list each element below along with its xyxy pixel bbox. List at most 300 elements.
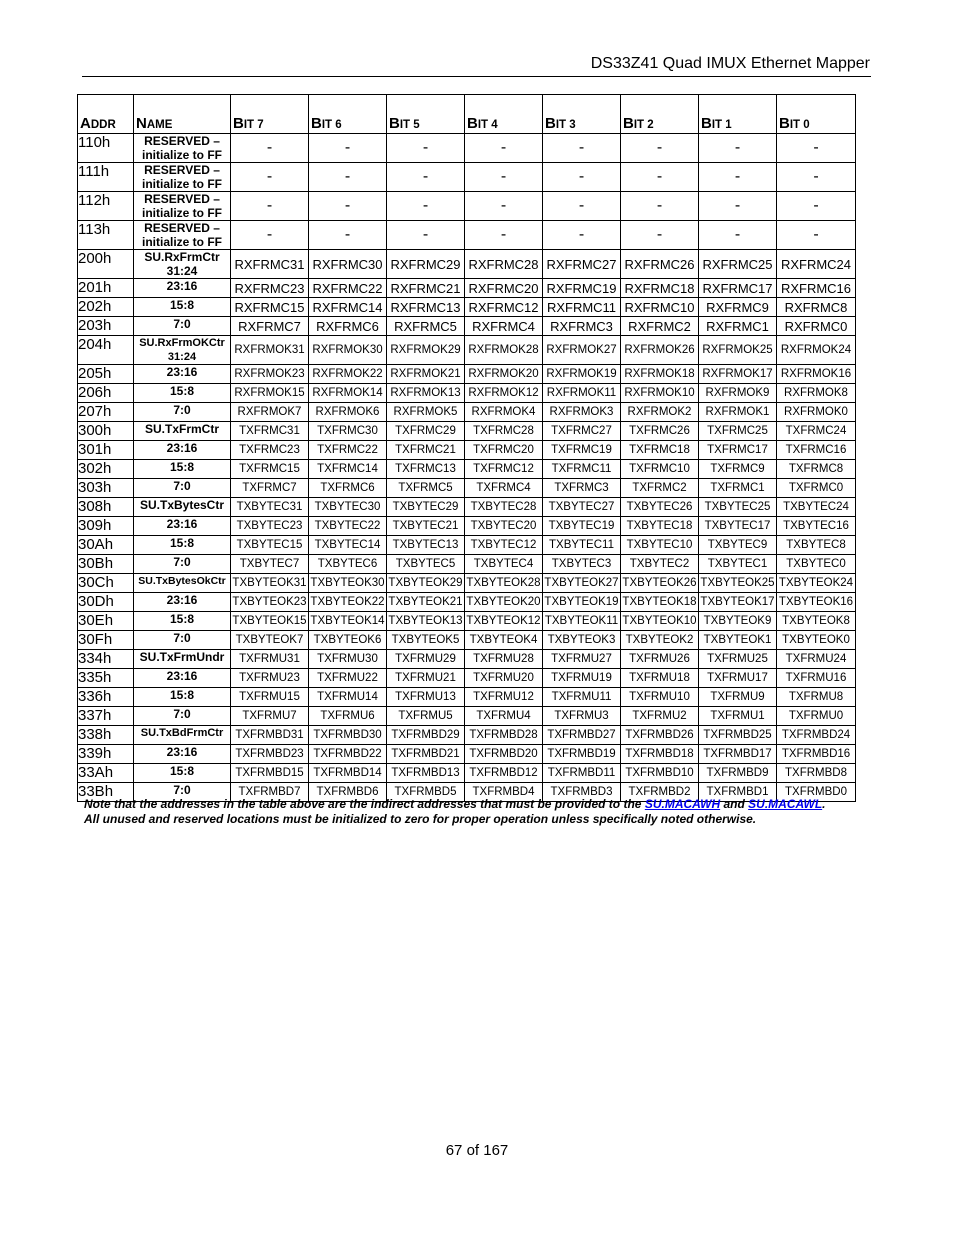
bit-cell: TXBYTEOK9 (699, 612, 777, 631)
register-name-cell (134, 631, 231, 650)
bit-cell: - (699, 221, 777, 250)
register-name-line: 7:0 (173, 555, 191, 569)
bit-cell: - (465, 163, 543, 192)
register-name-cell (134, 422, 231, 441)
address-cell: 201h (78, 279, 134, 298)
bit-cell: RXFRMC27 (543, 250, 621, 279)
bit-cell: TXFRMU28 (465, 650, 543, 669)
bit-cell: TXBYTEOK31 (231, 574, 309, 593)
address-cell: 113h (78, 221, 134, 250)
column-header (387, 95, 465, 134)
column-header-rest: IT 5 (399, 119, 420, 131)
column-header-rest: IT 2 (633, 119, 654, 131)
bit-cell: TXFRMU3 (543, 707, 621, 726)
bit-cell: - (387, 163, 465, 192)
bit-cell: TXBYTEOK22 (309, 593, 387, 612)
column-header-rest: IT 6 (321, 119, 342, 131)
bit-cell: TXFRMC23 (231, 441, 309, 460)
su-macawl-link[interactable]: SU.MACAWL (748, 797, 823, 811)
bit-cell: TXBYTEOK6 (309, 631, 387, 650)
column-header (134, 95, 231, 134)
table-body (78, 134, 856, 802)
column-header-initial: A (80, 115, 91, 132)
bit-cell: RXFRMC0 (777, 317, 856, 336)
bit-cell: TXFRMU8 (777, 688, 856, 707)
table-row (78, 221, 856, 250)
bit-cell: RXFRMOK12 (465, 384, 543, 403)
table-row (78, 631, 856, 650)
bit-cell: TXFRMC27 (543, 422, 621, 441)
register-name-line: SU.RxFrmOKCtr (139, 337, 225, 349)
address-cell: 112h (78, 192, 134, 221)
bit-cell: RXFRMC29 (387, 250, 465, 279)
bit-cell: TXFRMU16 (777, 669, 856, 688)
bit-cell: TXBYTEOK11 (543, 612, 621, 631)
bit-cell: TXFRMC1 (699, 479, 777, 498)
bit-cell: RXFRMOK1 (699, 403, 777, 422)
bit-cell: - (621, 221, 699, 250)
bit-cell: TXFRMBD3 (543, 783, 621, 802)
bit-cell: RXFRMOK14 (309, 384, 387, 403)
column-header-initial: N (136, 115, 147, 132)
bit-cell: TXBYTEC24 (777, 498, 856, 517)
address-cell: 30Fh (78, 631, 134, 650)
bit-cell: - (777, 221, 856, 250)
bit-cell: RXFRMOK8 (777, 384, 856, 403)
column-header-rest: IT 7 (243, 119, 264, 131)
register-name-line: 23:16 (166, 365, 198, 379)
bit-cell: RXFRMC9 (699, 298, 777, 317)
bit-cell: TXBYTEOK13 (387, 612, 465, 631)
bit-cell: TXFRMBD23 (231, 745, 309, 764)
column-header-rest: IT 0 (789, 119, 810, 131)
column-header-initial: B (545, 115, 556, 132)
table-note (84, 797, 874, 826)
register-name-line: 15:8 (169, 460, 195, 474)
bit-cell: TXFRMBD31 (231, 726, 309, 745)
bit-cell: TXFRMC2 (621, 479, 699, 498)
document-header-title: DS33Z41 Quad IMUX Ethernet Mapper (590, 55, 870, 72)
bit-cell: RXFRMOK30 (309, 336, 387, 365)
table-row (78, 650, 856, 669)
column-header-initial: B (467, 115, 478, 132)
bit-cell: TXFRMC20 (465, 441, 543, 460)
table-row (78, 536, 856, 555)
bit-cell: RXFRMC17 (699, 279, 777, 298)
bit-cell: TXFRMBD27 (543, 726, 621, 745)
bit-cell: TXFRMBD5 (387, 783, 465, 802)
bit-cell: TXFRMU25 (699, 650, 777, 669)
address-cell: 336h (78, 688, 134, 707)
bit-cell: TXFRMBD0 (777, 783, 856, 802)
bit-cell: TXFRMU17 (699, 669, 777, 688)
table-row (78, 764, 856, 783)
bit-cell: RXFRMOK9 (699, 384, 777, 403)
column-header-initial: B (623, 115, 634, 132)
bit-cell: TXFRMBD21 (387, 745, 465, 764)
register-name-cell (134, 279, 231, 298)
table-row (78, 517, 856, 536)
bit-cell: TXFRMU20 (465, 669, 543, 688)
column-header (231, 95, 309, 134)
bit-cell: TXFRMBD16 (777, 745, 856, 764)
address-cell: 301h (78, 441, 134, 460)
bit-cell: TXFRMU23 (231, 669, 309, 688)
bit-cell: RXFRMC16 (777, 279, 856, 298)
bit-cell: RXFRMC18 (621, 279, 699, 298)
bit-cell: TXFRMC28 (465, 422, 543, 441)
bit-cell: TXFRMC10 (621, 460, 699, 479)
bit-cell: TXFRMBD6 (309, 783, 387, 802)
address-cell: 309h (78, 517, 134, 536)
bit-cell: TXBYTEOK14 (309, 612, 387, 631)
column-header-initial: B (311, 115, 322, 132)
bit-cell: TXFRMU13 (387, 688, 465, 707)
column-header-initial: B (233, 115, 244, 132)
bit-cell: RXFRMC13 (387, 298, 465, 317)
bit-cell: RXFRMC25 (699, 250, 777, 279)
bit-cell: TXBYTEC18 (621, 517, 699, 536)
register-name-cell (134, 745, 231, 764)
bit-cell: TXFRMBD4 (465, 783, 543, 802)
bit-cell: TXFRMU22 (309, 669, 387, 688)
table-row (78, 479, 856, 498)
bit-cell: - (543, 163, 621, 192)
table-row (78, 555, 856, 574)
bit-cell: TXFRMU2 (621, 707, 699, 726)
register-name-line: 15:8 (169, 688, 195, 702)
bit-cell: TXFRMC15 (231, 460, 309, 479)
column-header (699, 95, 777, 134)
register-name-cell (134, 192, 231, 221)
bit-cell: TXBYTEC21 (387, 517, 465, 536)
bit-cell: - (699, 163, 777, 192)
column-header (78, 95, 134, 134)
table-row (78, 688, 856, 707)
bit-cell: TXFRMU4 (465, 707, 543, 726)
bit-cell: RXFRMC21 (387, 279, 465, 298)
bit-cell: - (231, 134, 309, 163)
address-cell: 335h (78, 669, 134, 688)
register-name-cell (134, 336, 231, 365)
register-name-cell (134, 612, 231, 631)
bit-cell: TXFRMU18 (621, 669, 699, 688)
table-row (78, 403, 856, 422)
address-cell: 111h (78, 163, 134, 192)
bit-cell: TXBYTEC19 (543, 517, 621, 536)
bit-cell: TXFRMC16 (777, 441, 856, 460)
bit-cell: TXBYTEC1 (699, 555, 777, 574)
bit-cell: RXFRMC11 (543, 298, 621, 317)
bit-cell: RXFRMC2 (621, 317, 699, 336)
table-row (78, 250, 856, 279)
register-name-cell (134, 441, 231, 460)
bit-cell: TXBYTEC28 (465, 498, 543, 517)
bit-cell: TXFRMU30 (309, 650, 387, 669)
address-cell: 205h (78, 365, 134, 384)
bit-cell: RXFRMOK26 (621, 336, 699, 365)
register-name-line: 15:8 (169, 298, 195, 312)
bit-cell: TXBYTEC7 (231, 555, 309, 574)
register-name-cell (134, 688, 231, 707)
register-name-cell (134, 669, 231, 688)
bit-cell: RXFRMOK29 (387, 336, 465, 365)
bit-cell: TXFRMBD30 (309, 726, 387, 745)
table-row (78, 574, 856, 593)
register-name-line: initialize to FF (142, 235, 222, 249)
bit-cell: TXFRMU27 (543, 650, 621, 669)
table-row (78, 279, 856, 298)
table-row (78, 593, 856, 612)
bit-cell: TXFRMC26 (621, 422, 699, 441)
register-name-line: RESERVED – (144, 221, 220, 235)
register-name-line: initialize to FF (142, 177, 222, 191)
bit-cell: - (543, 134, 621, 163)
bit-cell: TXFRMC7 (231, 479, 309, 498)
bit-cell: TXBYTEC31 (231, 498, 309, 517)
table-row (78, 441, 856, 460)
register-name-line: initialize to FF (142, 148, 222, 162)
register-name-line: 7:0 (173, 403, 191, 417)
column-header (465, 95, 543, 134)
bit-cell: TXFRMBD9 (699, 764, 777, 783)
table-row (78, 460, 856, 479)
bit-cell: TXBYTEC20 (465, 517, 543, 536)
bit-cell: TXBYTEC3 (543, 555, 621, 574)
bit-cell: - (309, 192, 387, 221)
bit-cell: TXFRMC4 (465, 479, 543, 498)
bit-cell: TXFRMBD15 (231, 764, 309, 783)
column-header-rest: DDR (90, 119, 116, 131)
bit-cell: RXFRMC20 (465, 279, 543, 298)
bit-cell: TXFRMBD12 (465, 764, 543, 783)
bit-cell: - (621, 134, 699, 163)
bit-cell: RXFRMC24 (777, 250, 856, 279)
address-cell: 30Dh (78, 593, 134, 612)
bit-cell: RXFRMOK3 (543, 403, 621, 422)
bit-cell: RXFRMOK16 (777, 365, 856, 384)
bit-cell: RXFRMOK15 (231, 384, 309, 403)
bit-cell: TXBYTEC26 (621, 498, 699, 517)
register-table (77, 94, 856, 802)
bit-cell: RXFRMOK6 (309, 403, 387, 422)
bit-cell: TXBYTEOK3 (543, 631, 621, 650)
bit-cell: - (387, 192, 465, 221)
note-and: and (720, 797, 749, 811)
bit-cell: RXFRMOK25 (699, 336, 777, 365)
bit-cell: TXBYTEC12 (465, 536, 543, 555)
register-name-line: SU.TxFrmCtr (144, 422, 219, 436)
register-name-cell (134, 460, 231, 479)
bit-cell: RXFRMC5 (387, 317, 465, 336)
register-name-line: 15:8 (169, 384, 195, 398)
bit-cell: TXBYTEOK7 (231, 631, 309, 650)
bit-cell: RXFRMC15 (231, 298, 309, 317)
register-name-line: 7:0 (173, 479, 191, 493)
column-header-rest: AME (146, 119, 173, 131)
register-name-line: 23:16 (166, 279, 198, 293)
table-row (78, 298, 856, 317)
bit-cell: RXFRMOK28 (465, 336, 543, 365)
register-name-line: RESERVED – (144, 134, 220, 148)
bit-cell: TXBYTEC25 (699, 498, 777, 517)
register-name-line: 15:8 (169, 764, 195, 778)
register-name-cell (134, 163, 231, 192)
bit-cell: - (699, 134, 777, 163)
bit-cell: TXBYTEOK16 (777, 593, 856, 612)
register-name-cell (134, 317, 231, 336)
bit-cell: RXFRMC26 (621, 250, 699, 279)
table-row (78, 365, 856, 384)
bit-cell: TXFRMBD26 (621, 726, 699, 745)
bit-cell: TXFRMU26 (621, 650, 699, 669)
bit-cell: - (309, 221, 387, 250)
bit-cell: TXBYTEOK2 (621, 631, 699, 650)
page-number: 67 of 167 (445, 1142, 509, 1159)
bit-cell: TXFRMU19 (543, 669, 621, 688)
bit-cell: RXFRMOK21 (387, 365, 465, 384)
bit-cell: RXFRMOK0 (777, 403, 856, 422)
bit-cell: TXFRMBD14 (309, 764, 387, 783)
register-name-cell (134, 384, 231, 403)
table-row (78, 745, 856, 764)
bit-cell: - (621, 163, 699, 192)
address-cell: 334h (78, 650, 134, 669)
bit-cell: RXFRMOK31 (231, 336, 309, 365)
bit-cell: - (543, 221, 621, 250)
register-name-cell (134, 498, 231, 517)
address-cell: 30Ah (78, 536, 134, 555)
bit-cell: TXFRMC14 (309, 460, 387, 479)
bit-cell: TXFRMC22 (309, 441, 387, 460)
bit-cell: TXBYTEOK27 (543, 574, 621, 593)
table-row (78, 612, 856, 631)
su-macawh-link[interactable]: SU.MACAWH (644, 797, 721, 811)
table-row (78, 317, 856, 336)
bit-cell: - (387, 221, 465, 250)
register-name-cell (134, 555, 231, 574)
bit-cell: TXBYTEC30 (309, 498, 387, 517)
bit-cell: RXFRMC19 (543, 279, 621, 298)
bit-cell: - (231, 221, 309, 250)
bit-cell: TXBYTEC6 (309, 555, 387, 574)
bit-cell: TXFRMU6 (309, 707, 387, 726)
bit-cell: RXFRMOK5 (387, 403, 465, 422)
register-name-line: 23:16 (166, 593, 198, 607)
bit-cell: - (387, 134, 465, 163)
bit-cell: TXFRMC17 (699, 441, 777, 460)
bit-cell: TXBYTEC22 (309, 517, 387, 536)
table-row (78, 384, 856, 403)
register-name-cell (134, 650, 231, 669)
bit-cell: TXFRMBD8 (777, 764, 856, 783)
bit-cell: TXFRMBD20 (465, 745, 543, 764)
column-header-rest: IT 4 (477, 119, 498, 131)
bit-cell: TXBYTEC14 (309, 536, 387, 555)
bit-cell: TXFRMBD24 (777, 726, 856, 745)
bit-cell: TXBYTEC10 (621, 536, 699, 555)
bit-cell: - (699, 192, 777, 221)
register-name-line: 7:0 (173, 707, 191, 721)
bit-cell: TXFRMC19 (543, 441, 621, 460)
bit-cell: TXBYTEOK18 (621, 593, 699, 612)
register-name-cell (134, 403, 231, 422)
bit-cell: - (777, 192, 856, 221)
address-cell: 338h (78, 726, 134, 745)
bit-cell: TXBYTEOK25 (699, 574, 777, 593)
column-header (621, 95, 699, 134)
bit-cell: RXFRMOK10 (621, 384, 699, 403)
address-cell: 33Ah (78, 764, 134, 783)
bit-cell: TXFRMC18 (621, 441, 699, 460)
bit-cell: RXFRMOK20 (465, 365, 543, 384)
bit-cell: RXFRMC14 (309, 298, 387, 317)
bit-cell: TXFRMC5 (387, 479, 465, 498)
bit-cell: RXFRMC28 (465, 250, 543, 279)
bit-cell: - (231, 192, 309, 221)
table-row (78, 422, 856, 441)
bit-cell: RXFRMC30 (309, 250, 387, 279)
bit-cell: TXFRMU24 (777, 650, 856, 669)
address-cell: 30Eh (78, 612, 134, 631)
bit-cell: TXFRMU14 (309, 688, 387, 707)
table-row (78, 192, 856, 221)
bit-cell: RXFRMC23 (231, 279, 309, 298)
register-name-line: 23:16 (166, 441, 198, 455)
column-header-rest: IT 1 (711, 119, 732, 131)
bit-cell: TXBYTEOK5 (387, 631, 465, 650)
bit-cell: TXFRMU31 (231, 650, 309, 669)
bit-cell: RXFRMC6 (309, 317, 387, 336)
register-name-cell (134, 517, 231, 536)
bit-cell: TXBYTEC23 (231, 517, 309, 536)
address-cell: 202h (78, 298, 134, 317)
address-cell: 30Ch (78, 574, 134, 593)
bit-cell: RXFRMOK13 (387, 384, 465, 403)
bit-cell: TXBYTEOK17 (699, 593, 777, 612)
bit-cell: TXBYTEC8 (777, 536, 856, 555)
table-row (78, 336, 856, 365)
bit-cell: - (465, 221, 543, 250)
bit-cell: TXBYTEC9 (699, 536, 777, 555)
column-header-initial: B (701, 115, 712, 132)
bit-cell: - (543, 192, 621, 221)
address-cell: 200h (78, 250, 134, 279)
bit-cell: TXFRMBD19 (543, 745, 621, 764)
register-name-line: SU.RxFrmCtr (144, 250, 220, 264)
bit-cell: TXBYTEOK30 (309, 574, 387, 593)
register-name-line: 23:16 (166, 517, 198, 531)
register-name-cell (134, 764, 231, 783)
register-name-line: 7:0 (173, 317, 191, 331)
bit-cell: TXFRMBD11 (543, 764, 621, 783)
bit-cell: TXFRMU7 (231, 707, 309, 726)
bit-cell: TXFRMBD13 (387, 764, 465, 783)
bit-cell: TXFRMU5 (387, 707, 465, 726)
bit-cell: TXFRMBD18 (621, 745, 699, 764)
bit-cell: TXFRMBD29 (387, 726, 465, 745)
note-text: Note that the addresses in the table above are the indirect addresses that must be provided to the (84, 797, 645, 811)
register-name-cell (134, 479, 231, 498)
bit-cell: TXBYTEOK15 (231, 612, 309, 631)
bit-cell: RXFRMOK22 (309, 365, 387, 384)
bit-cell: RXFRMOK24 (777, 336, 856, 365)
bit-cell: TXBYTEOK24 (777, 574, 856, 593)
table-row (78, 163, 856, 192)
bit-cell: TXFRMU15 (231, 688, 309, 707)
register-name-line: 15:8 (169, 612, 195, 626)
bit-cell: TXBYTEOK26 (621, 574, 699, 593)
